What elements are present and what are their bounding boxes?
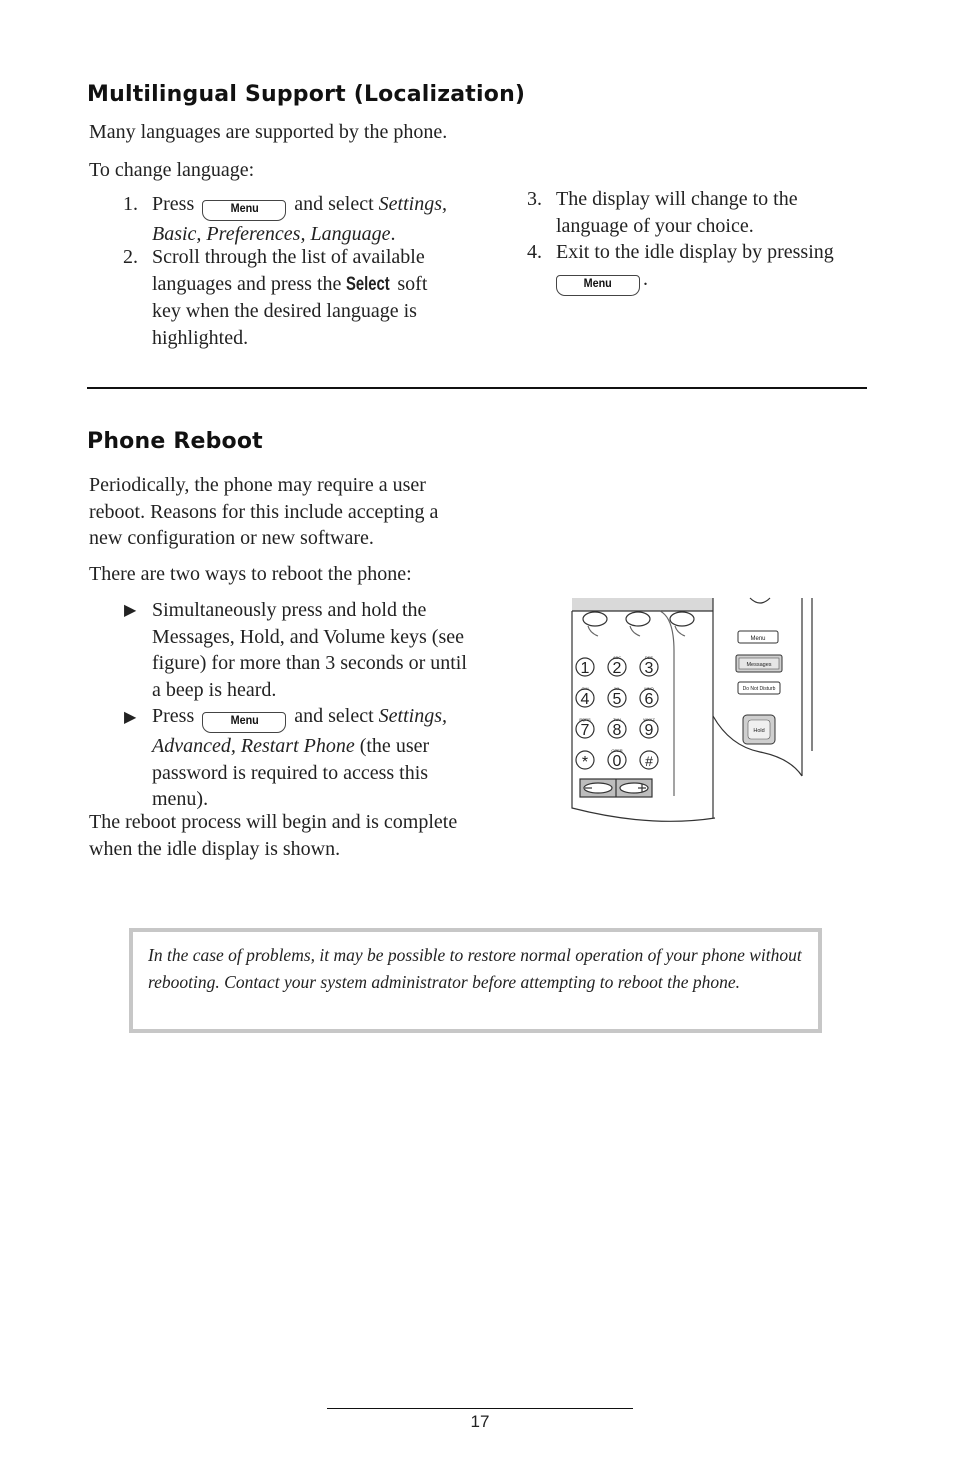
key-letters: WXYZ: [643, 717, 655, 722]
text-line: a beep is heard.: [152, 678, 277, 701]
key-label: 8: [612, 722, 622, 739]
key-letters: GHI: [581, 686, 589, 691]
key-letters: OPER: [611, 748, 623, 753]
step-number: 2.: [123, 246, 138, 268]
step-text: language of your choice.: [556, 214, 754, 237]
punct: .: [390, 223, 396, 245]
menu-path: Settings,: [378, 705, 447, 727]
key-label: 1: [580, 660, 590, 677]
text-line: menu).: [152, 788, 209, 810]
text-line: password is required to access this: [152, 761, 429, 784]
text: Press: [152, 705, 195, 727]
step-text: key when the desired language is: [152, 300, 417, 322]
bullet-arrow-icon: ▶: [124, 709, 137, 726]
reboot-closing: [89, 809, 519, 862]
bullet-arrow-icon: ▶: [124, 602, 137, 619]
key-letters: ABC: [612, 655, 622, 660]
text-line: Periodically, the phone may require a user: [89, 474, 426, 496]
menu-button-label: Menu: [750, 636, 766, 642]
key-letters: DEF: [645, 655, 653, 660]
key-label: 4: [580, 691, 590, 708]
key-label: 7: [580, 722, 590, 739]
section-title-reboot: Phone Reboot: [87, 429, 263, 454]
step-text: The display will change to the: [556, 188, 798, 210]
key-label: 3: [644, 660, 654, 677]
step-text: highlighted.: [152, 326, 249, 349]
reboot-lead: There are two ways to reboot the phone:: [89, 563, 412, 585]
bullet-1: [152, 597, 512, 703]
step-text: and select: [294, 193, 374, 215]
punct: .: [643, 267, 648, 290]
dnd-button-label: Do Not Disturb: [742, 686, 776, 692]
step-number: 3.: [527, 188, 542, 210]
text-line: Simultaneously press and hold the: [152, 599, 427, 621]
menu-key-icon: Menu: [202, 200, 286, 221]
text: and select: [294, 705, 374, 727]
menu-key-icon: Menu: [556, 275, 640, 296]
text-line: Messages, Hold, and Volume keys (see: [152, 625, 464, 648]
text-line: The reboot process will begin and is complete: [89, 811, 458, 833]
step-1: [152, 191, 482, 248]
key-label: 0: [612, 753, 622, 770]
key-letters: MNO: [644, 686, 654, 691]
page-number: 17: [470, 1412, 490, 1431]
step-text: Exit to the idle display by pressing: [556, 241, 834, 263]
keypad-keys: [576, 655, 658, 771]
step-text: Press: [152, 193, 195, 215]
menu-path: Settings,: [378, 193, 447, 215]
note-text: In the case of problems, it may be possible to restore normal operation of your phone without rebooting. Contact your system administrator before attempting to reboot the phone.: [148, 945, 802, 992]
step-text: soft: [397, 272, 428, 295]
key-label: 5: [612, 691, 622, 708]
step-2: [152, 244, 482, 351]
key-label: 2: [612, 660, 622, 677]
footer-rule: [327, 1408, 633, 1409]
step-number: 1.: [123, 193, 138, 215]
text-line: figure) for more than 3 seconds or until: [152, 652, 467, 674]
reboot-intro: [89, 472, 509, 552]
key-letters: TUV: [613, 717, 621, 722]
messages-button-label: Messages: [746, 662, 772, 668]
key-label: 9: [644, 722, 654, 739]
text-line: when the idle display is shown.: [89, 837, 341, 860]
text-line: reboot. Reasons for this include accepting a: [89, 500, 439, 523]
step-4: [556, 239, 876, 296]
step-number: 4.: [527, 241, 542, 263]
text-line: new configuration or new software.: [89, 527, 374, 549]
key-label: #: [645, 753, 653, 769]
step-text: languages and press the: [152, 272, 342, 295]
bullet-2: [152, 703, 512, 813]
volume-key-icon: [580, 779, 652, 797]
step-text: Scroll through the list of available: [152, 246, 425, 268]
menu-path: Advanced, Restart Phone: [152, 735, 355, 757]
menu-key-icon: Menu: [202, 712, 286, 733]
key-label: 6: [644, 691, 654, 708]
section-divider: [87, 387, 867, 389]
key-letters: PQRS: [579, 717, 591, 722]
select-softkey-label: Select: [346, 273, 391, 295]
menu-path: Basic, Preferences, Language: [152, 223, 391, 245]
key-label: *: [581, 754, 589, 771]
step-3: [556, 186, 876, 239]
section-title-localization: Multilingual Support (Localization): [87, 82, 526, 107]
lead-text: To change language:: [89, 159, 255, 181]
key-letters: JKL: [613, 686, 621, 691]
note-box: [129, 928, 822, 1033]
text: (the user: [359, 735, 430, 757]
phone-keypad-figure: [570, 596, 820, 826]
intro-text: Many languages are supported by the phone.: [89, 121, 448, 143]
hold-button-label: Hold: [753, 728, 765, 734]
